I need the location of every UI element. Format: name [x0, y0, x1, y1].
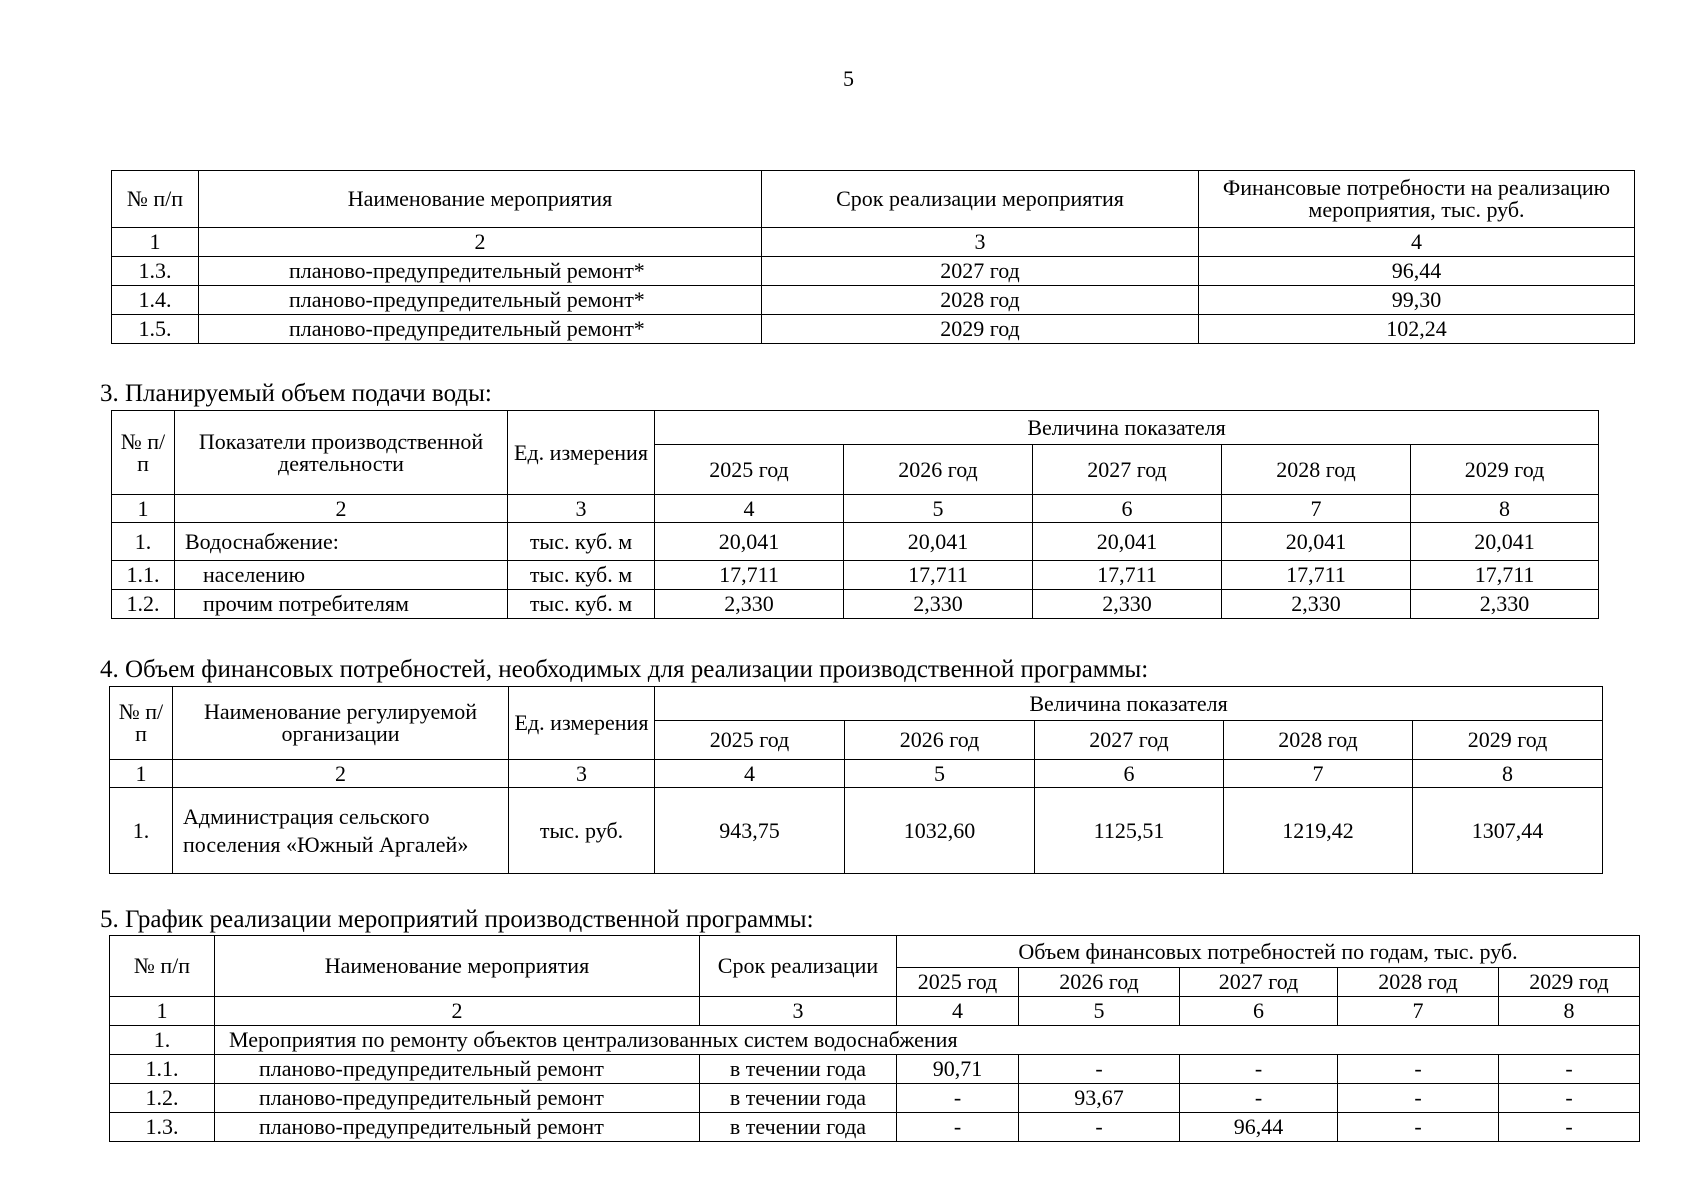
- header-cell: Финансовые потребности на реализацию мероприятия, тыс. руб.: [1199, 171, 1635, 228]
- col-number-cell: 2: [215, 997, 700, 1026]
- value-cell: 20,041: [844, 523, 1033, 561]
- header-cell: Срок реализации: [700, 936, 897, 997]
- value-cell: 2,330: [1411, 590, 1599, 619]
- measure-name-cell: планово-предупредительный ремонт*: [199, 257, 762, 286]
- header-cell: Величина показателя: [655, 411, 1599, 445]
- group-name-cell: Мероприятия по ремонту объектов централизованных систем водоснабжения: [215, 1026, 1640, 1055]
- indicator-cell: населению: [175, 561, 508, 590]
- header-cell: Показатели производственной деятельности: [175, 411, 508, 495]
- value-cell: 943,75: [655, 788, 845, 874]
- section-5-title: 5. График реализации мероприятий производственной программы:: [100, 906, 814, 933]
- schedule-table: [109, 935, 1640, 1142]
- section-4-title: 4. Объем финансовых потребностей, необходимых для реализации производственной программы:: [100, 656, 1149, 683]
- year-header-cell: 2026 год: [1019, 968, 1180, 997]
- value-cell: 2,330: [844, 590, 1033, 619]
- table-row: [110, 1026, 1640, 1055]
- table-row: [110, 1113, 1640, 1142]
- unit-cell: тыс. руб.: [509, 788, 655, 874]
- col-number-cell: 5: [845, 760, 1035, 788]
- measure-name-cell: планово-предупредительный ремонт: [215, 1084, 700, 1113]
- value-cell: 2,330: [1033, 590, 1222, 619]
- col-number-cell: 4: [1199, 228, 1635, 257]
- value-cell: 2,330: [655, 590, 844, 619]
- value-cell: 17,711: [844, 561, 1033, 590]
- value-cell: 2,330: [1222, 590, 1411, 619]
- row-number-cell: 1.3.: [110, 1113, 215, 1142]
- row-number-cell: 1.1.: [110, 1055, 215, 1084]
- year-header-cell: 2029 год: [1413, 721, 1603, 760]
- value-cell: 20,041: [655, 523, 844, 561]
- col-number-cell: 4: [655, 760, 845, 788]
- year-header-cell: 2025 год: [655, 445, 844, 495]
- unit-cell: тыс. куб. м: [508, 561, 655, 590]
- year-header-cell: 2026 год: [845, 721, 1035, 760]
- col-number-cell: 7: [1222, 495, 1411, 523]
- value-cell: -: [897, 1084, 1019, 1113]
- col-number-cell: 3: [508, 495, 655, 523]
- value-cell: -: [1019, 1113, 1180, 1142]
- value-cell: -: [1499, 1084, 1640, 1113]
- col-number-cell: 3: [762, 228, 1199, 257]
- section-3-title: 3. Планируемый объем подачи воды:: [100, 380, 492, 407]
- col-number-cell: 4: [655, 495, 844, 523]
- header-cell: № п/п: [110, 687, 173, 760]
- year-header-cell: 2025 год: [655, 721, 845, 760]
- row-number-cell: 1.: [110, 788, 173, 874]
- table-row: [110, 788, 1603, 874]
- year-header-cell: 2029 год: [1411, 445, 1599, 495]
- year-header-cell: 2029 год: [1499, 968, 1640, 997]
- row-number-cell: 1.5.: [112, 315, 199, 344]
- value-cell: -: [1338, 1113, 1499, 1142]
- value-cell: 17,711: [1222, 561, 1411, 590]
- indicator-cell: прочим потребителям: [175, 590, 508, 619]
- value-cell: -: [897, 1113, 1019, 1142]
- col-number-cell: 6: [1033, 495, 1222, 523]
- year-header-cell: 2027 год: [1180, 968, 1338, 997]
- value-cell: 17,711: [1033, 561, 1222, 590]
- header-cell: Ед. измерения: [509, 687, 655, 760]
- col-number-cell: 5: [844, 495, 1033, 523]
- col-number-cell: 1: [110, 997, 215, 1026]
- amount-cell: 96,44: [1199, 257, 1635, 286]
- value-cell: -: [1338, 1055, 1499, 1084]
- value-cell: 20,041: [1222, 523, 1411, 561]
- row-number-cell: 1.4.: [112, 286, 199, 315]
- value-cell: 20,041: [1411, 523, 1599, 561]
- col-number-cell: 7: [1224, 760, 1413, 788]
- unit-cell: тыс. куб. м: [508, 523, 655, 561]
- value-cell: 1032,60: [845, 788, 1035, 874]
- header-cell: № п/п: [112, 171, 199, 228]
- table-row: [112, 590, 1599, 619]
- value-cell: -: [1499, 1113, 1640, 1142]
- col-number-cell: 7: [1338, 997, 1499, 1026]
- table-row: [112, 315, 1635, 344]
- col-number-cell: 2: [175, 495, 508, 523]
- value-cell: -: [1180, 1055, 1338, 1084]
- header-cell: № п/п: [110, 936, 215, 997]
- unit-cell: тыс. куб. м: [508, 590, 655, 619]
- financial-needs-table: [109, 686, 1603, 874]
- year-header-cell: 2028 год: [1224, 721, 1413, 760]
- header-cell: Ед. измерения: [508, 411, 655, 495]
- value-cell: 17,711: [1411, 561, 1599, 590]
- col-number-cell: 1: [112, 228, 199, 257]
- year-header-cell: 2028 год: [1222, 445, 1411, 495]
- col-number-cell: 6: [1035, 760, 1224, 788]
- table-row: [110, 1084, 1640, 1113]
- row-number-cell: 1.1.: [112, 561, 175, 590]
- col-number-cell: 2: [199, 228, 762, 257]
- measure-name-cell: планово-предупредительный ремонт: [215, 1113, 700, 1142]
- header-cell: Наименование регулируемой организации: [173, 687, 509, 760]
- value-cell: 1125,51: [1035, 788, 1224, 874]
- table-row: [112, 561, 1599, 590]
- table-row: [112, 257, 1635, 286]
- year-header-cell: 2025 год: [897, 968, 1019, 997]
- row-number-cell: 1.2.: [110, 1084, 215, 1113]
- amount-cell: 99,30: [1199, 286, 1635, 315]
- table-row: [110, 1055, 1640, 1084]
- table-row: [112, 523, 1599, 561]
- header-cell: Наименование мероприятия: [199, 171, 762, 228]
- col-number-cell: 1: [110, 760, 173, 788]
- year-header-cell: 2028 год: [1338, 968, 1499, 997]
- amount-cell: 102,24: [1199, 315, 1635, 344]
- term-cell: в течении года: [700, 1113, 897, 1142]
- page-number: 5: [843, 66, 854, 91]
- header-cell: Наименование мероприятия: [215, 936, 700, 997]
- measure-name-cell: планово-предупредительный ремонт: [215, 1055, 700, 1084]
- year-header-cell: 2027 год: [1033, 445, 1222, 495]
- value-cell: 1307,44: [1413, 788, 1603, 874]
- indicator-cell: Водоснабжение:: [175, 523, 508, 561]
- value-cell: -: [1019, 1055, 1180, 1084]
- col-number-cell: 6: [1180, 997, 1338, 1026]
- value-cell: -: [1338, 1084, 1499, 1113]
- year-header-cell: 2026 год: [844, 445, 1033, 495]
- value-cell: 96,44: [1180, 1113, 1338, 1142]
- measure-name-cell: планово-предупредительный ремонт*: [199, 286, 762, 315]
- term-cell: в течении года: [700, 1055, 897, 1084]
- value-cell: 17,711: [655, 561, 844, 590]
- term-cell: в течении года: [700, 1084, 897, 1113]
- term-cell: 2028 год: [762, 286, 1199, 315]
- header-cell: Объем финансовых потребностей по годам, тыс. руб.: [897, 936, 1640, 968]
- measure-name-cell: планово-предупредительный ремонт*: [199, 315, 762, 344]
- term-cell: 2027 год: [762, 257, 1199, 286]
- year-header-cell: 2027 год: [1035, 721, 1224, 760]
- value-cell: 20,041: [1033, 523, 1222, 561]
- row-number-cell: 1.: [112, 523, 175, 561]
- row-number-cell: 1.2.: [112, 590, 175, 619]
- col-number-cell: 3: [509, 760, 655, 788]
- col-number-cell: 5: [1019, 997, 1180, 1026]
- value-cell: -: [1180, 1084, 1338, 1113]
- col-number-cell: 3: [700, 997, 897, 1026]
- header-cell: № п/п: [112, 411, 175, 495]
- header-cell: Величина показателя: [655, 687, 1603, 721]
- col-number-cell: 2: [173, 760, 509, 788]
- value-cell: -: [1499, 1055, 1640, 1084]
- term-cell: 2029 год: [762, 315, 1199, 344]
- organization-cell: Администрация сельского поселения «Южный Аргалей»: [173, 788, 509, 874]
- col-number-cell: 8: [1411, 495, 1599, 523]
- col-number-cell: 8: [1499, 997, 1640, 1026]
- col-number-cell: 8: [1413, 760, 1603, 788]
- header-cell: Срок реализации мероприятия: [762, 171, 1199, 228]
- value-cell: 90,71: [897, 1055, 1019, 1084]
- row-number-cell: 1.: [110, 1026, 215, 1055]
- value-cell: 93,67: [1019, 1084, 1180, 1113]
- measures-table: [111, 170, 1635, 344]
- col-number-cell: 4: [897, 997, 1019, 1026]
- water-supply-table: [111, 410, 1599, 619]
- row-number-cell: 1.3.: [112, 257, 199, 286]
- col-number-cell: 1: [112, 495, 175, 523]
- table-row: [112, 286, 1635, 315]
- value-cell: 1219,42: [1224, 788, 1413, 874]
